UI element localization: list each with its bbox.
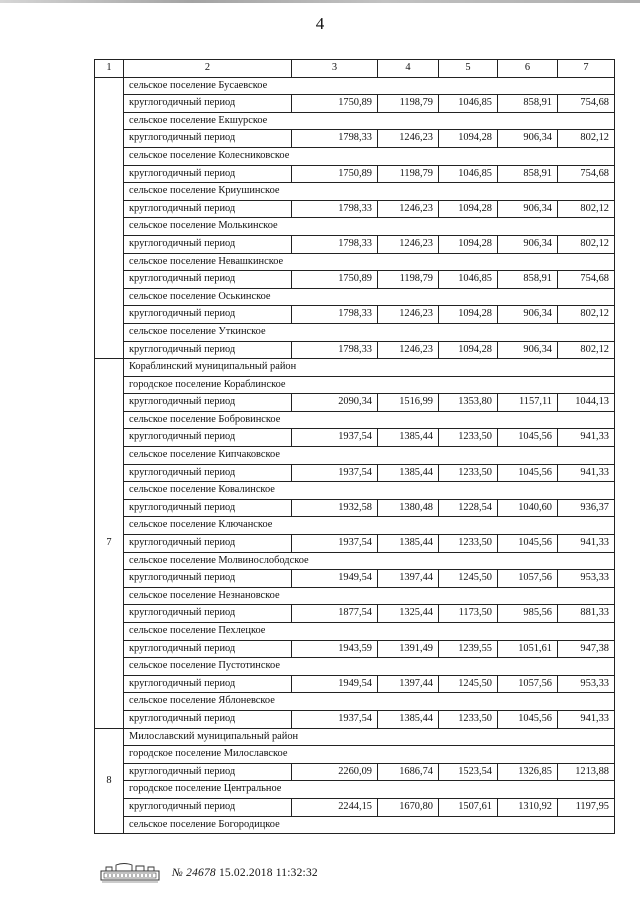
- tariff-value: 1094,28: [439, 130, 498, 148]
- group-number: 8: [95, 728, 124, 834]
- period-label: круглогодичный период: [124, 605, 292, 623]
- tariff-value: 2090,34: [292, 394, 378, 412]
- tariff-value: 1326,85: [498, 763, 558, 781]
- district-name: Кораблинский муниципальный район: [124, 359, 615, 377]
- settlement-name: сельское поселение Невашкинское: [124, 253, 615, 271]
- tariff-value: 1246,23: [378, 341, 439, 359]
- tariff-value: 1094,28: [439, 200, 498, 218]
- tariff-value: 1213,88: [558, 763, 615, 781]
- period-row: [95, 130, 615, 148]
- settlement-name: сельское поселение Пустотинское: [124, 658, 615, 676]
- column-number: 1: [95, 60, 124, 78]
- tariff-value: 858,91: [498, 95, 558, 113]
- tariff-value: 1937,54: [292, 429, 378, 447]
- tariff-value: 1246,23: [378, 306, 439, 324]
- tariff-value: 947,38: [558, 640, 615, 658]
- settlement-row: [95, 147, 615, 165]
- tariff-value: 1325,44: [378, 605, 439, 623]
- tariff-value: 1045,56: [498, 710, 558, 728]
- period-row: [95, 165, 615, 183]
- settlement-row: [95, 517, 615, 535]
- tariff-value: 1937,54: [292, 535, 378, 553]
- period-row: [95, 200, 615, 218]
- settlement-row: [95, 112, 615, 130]
- tariff-value: 1523,54: [439, 763, 498, 781]
- column-number: 2: [124, 60, 292, 78]
- tariff-value: 1686,74: [378, 763, 439, 781]
- tariff-value: 1233,50: [439, 535, 498, 553]
- settlement-row: [95, 447, 615, 465]
- tariff-value: 1391,49: [378, 640, 439, 658]
- settlement-row: [95, 323, 615, 341]
- tariff-table: [94, 59, 615, 834]
- registration-number: № 24678: [172, 867, 216, 879]
- settlement-name: сельское поселение Богородицкое: [124, 816, 615, 834]
- tariff-value: 1798,33: [292, 130, 378, 148]
- settlement-name: сельское поселение Колесниковское: [124, 147, 615, 165]
- tariff-value: 1397,44: [378, 675, 439, 693]
- period-label: круглогодичный период: [124, 306, 292, 324]
- settlement-name: сельское поселение Молвинослободское: [124, 552, 615, 570]
- tariff-value: 802,12: [558, 130, 615, 148]
- tariff-value: 1798,33: [292, 306, 378, 324]
- column-number: 5: [439, 60, 498, 78]
- period-row: [95, 675, 615, 693]
- tariff-value: 906,34: [498, 341, 558, 359]
- column-number: 3: [292, 60, 378, 78]
- settlement-name: городское поселение Кораблинское: [124, 376, 615, 394]
- period-label: круглогодичный период: [124, 165, 292, 183]
- settlement-row: [95, 77, 615, 95]
- district-row: [95, 728, 615, 746]
- settlement-row: [95, 746, 615, 764]
- tariff-value: 1937,54: [292, 710, 378, 728]
- settlement-name: сельское поселение Криушинское: [124, 183, 615, 201]
- settlement-row: [95, 552, 615, 570]
- tariff-value: 1094,28: [439, 306, 498, 324]
- scan-edge: [0, 0, 640, 3]
- settlement-name: сельское поселение Яблоневское: [124, 693, 615, 711]
- tariff-value: 985,56: [498, 605, 558, 623]
- tariff-value: 1239,55: [439, 640, 498, 658]
- settlement-name: сельское поселение Молькинское: [124, 218, 615, 236]
- settlement-row: [95, 693, 615, 711]
- tariff-value: 1245,50: [439, 675, 498, 693]
- group-number: [95, 77, 124, 359]
- tariff-value: 802,12: [558, 235, 615, 253]
- settlement-row: [95, 587, 615, 605]
- tariff-value: 1094,28: [439, 235, 498, 253]
- tariff-value: 1094,28: [439, 341, 498, 359]
- period-row: [95, 570, 615, 588]
- tariff-value: 1932,58: [292, 499, 378, 517]
- tariff-value: 802,12: [558, 306, 615, 324]
- tariff-value: 1173,50: [439, 605, 498, 623]
- tariff-value: 1040,60: [498, 499, 558, 517]
- tariff-value: 1949,54: [292, 570, 378, 588]
- tariff-value: 941,33: [558, 429, 615, 447]
- period-label: круглогодичный период: [124, 499, 292, 517]
- period-row: [95, 710, 615, 728]
- period-label: круглогодичный период: [124, 570, 292, 588]
- tariff-value: 1246,23: [378, 235, 439, 253]
- tariff-value: 1228,54: [439, 499, 498, 517]
- tariff-value: 1157,11: [498, 394, 558, 412]
- tariff-value: 1385,44: [378, 710, 439, 728]
- period-label: круглогодичный период: [124, 235, 292, 253]
- settlement-row: [95, 658, 615, 676]
- settlement-row: [95, 411, 615, 429]
- tariff-value: 1798,33: [292, 341, 378, 359]
- period-row: [95, 429, 615, 447]
- tariff-value: 1516,99: [378, 394, 439, 412]
- tariff-value: 941,33: [558, 535, 615, 553]
- settlement-name: сельское поселение Бусаевское: [124, 77, 615, 95]
- period-row: [95, 640, 615, 658]
- tariff-value: 881,33: [558, 605, 615, 623]
- settlement-row: [95, 816, 615, 834]
- tariff-value: 1385,44: [378, 535, 439, 553]
- tariff-value: 754,68: [558, 271, 615, 289]
- period-label: круглогодичный период: [124, 130, 292, 148]
- tariff-value: 1046,85: [439, 95, 498, 113]
- tariff-value: 1670,80: [378, 798, 439, 816]
- tariff-value: 1197,95: [558, 798, 615, 816]
- tariff-value: 906,34: [498, 306, 558, 324]
- period-label: круглогодичный период: [124, 200, 292, 218]
- footer-stamp: [100, 862, 318, 884]
- period-row: [95, 763, 615, 781]
- column-number: 4: [378, 60, 439, 78]
- tariff-value: 906,34: [498, 130, 558, 148]
- period-label: круглогодичный период: [124, 763, 292, 781]
- settlement-row: [95, 253, 615, 271]
- settlement-row: [95, 376, 615, 394]
- period-row: [95, 464, 615, 482]
- tariff-value: 1385,44: [378, 429, 439, 447]
- tariff-value: 1397,44: [378, 570, 439, 588]
- district-row: [95, 359, 615, 377]
- period-row: [95, 306, 615, 324]
- tariff-value: 941,33: [558, 710, 615, 728]
- settlement-name: сельское поселение Екшурское: [124, 112, 615, 130]
- tariff-value: 1380,48: [378, 499, 439, 517]
- tariff-value: 858,91: [498, 271, 558, 289]
- period-row: [95, 95, 615, 113]
- settlement-name: городское поселение Центральное: [124, 781, 615, 799]
- tariff-value: 941,33: [558, 464, 615, 482]
- period-row: [95, 535, 615, 553]
- tariff-value: 1750,89: [292, 95, 378, 113]
- tariff-value: 1310,92: [498, 798, 558, 816]
- tariff-value: 1943,59: [292, 640, 378, 658]
- tariff-value: 1198,79: [378, 165, 439, 183]
- tariff-value: 1057,56: [498, 675, 558, 693]
- tariff-value: 953,33: [558, 570, 615, 588]
- settlement-row: [95, 183, 615, 201]
- tariff-value: 754,68: [558, 165, 615, 183]
- period-label: круглогодичный период: [124, 95, 292, 113]
- tariff-value: 802,12: [558, 341, 615, 359]
- tariff-value: 1233,50: [439, 464, 498, 482]
- tariff-value: 1046,85: [439, 271, 498, 289]
- tariff-value: 1045,56: [498, 535, 558, 553]
- page-number: 4: [315, 14, 325, 33]
- tariff-value: 1057,56: [498, 570, 558, 588]
- tariff-value: 1051,61: [498, 640, 558, 658]
- tariff-value: 2260,09: [292, 763, 378, 781]
- period-row: [95, 341, 615, 359]
- period-label: круглогодичный период: [124, 429, 292, 447]
- period-label: круглогодичный период: [124, 464, 292, 482]
- tariff-value: 1507,61: [439, 798, 498, 816]
- tariff-value: 906,34: [498, 235, 558, 253]
- tariff-value: 802,12: [558, 200, 615, 218]
- period-row: [95, 798, 615, 816]
- tariff-value: 1353,80: [439, 394, 498, 412]
- period-label: круглогодичный период: [124, 710, 292, 728]
- tariff-value: 1045,56: [498, 429, 558, 447]
- settlement-name: сельское поселение Незнановское: [124, 587, 615, 605]
- tariff-value: 1750,89: [292, 165, 378, 183]
- settlement-row: [95, 288, 615, 306]
- archive-building-seal-icon: [100, 863, 160, 883]
- period-row: [95, 271, 615, 289]
- tariff-value: 1045,56: [498, 464, 558, 482]
- settlement-name: сельское поселение Кипчаковское: [124, 447, 615, 465]
- settlement-name: сельское поселение Пехлецкое: [124, 623, 615, 641]
- settlement-row: [95, 623, 615, 641]
- registration-datetime: 15.02.2018 11:32:32: [218, 867, 318, 879]
- tariff-value: 858,91: [498, 165, 558, 183]
- settlement-row: [95, 781, 615, 799]
- tariff-value: 1385,44: [378, 464, 439, 482]
- tariff-value: 1798,33: [292, 200, 378, 218]
- tariff-value: 1233,50: [439, 429, 498, 447]
- group-number: 7: [95, 359, 124, 728]
- tariff-value: 1798,33: [292, 235, 378, 253]
- settlement-row: [95, 482, 615, 500]
- column-number: 6: [498, 60, 558, 78]
- tariff-value: 1246,23: [378, 200, 439, 218]
- period-row: [95, 605, 615, 623]
- tariff-value: 1046,85: [439, 165, 498, 183]
- period-label: круглогодичный период: [124, 535, 292, 553]
- tariff-value: 1949,54: [292, 675, 378, 693]
- tariff-value: 1198,79: [378, 271, 439, 289]
- settlement-name: сельское поселение Ковалинское: [124, 482, 615, 500]
- column-number: 7: [558, 60, 615, 78]
- period-row: [95, 235, 615, 253]
- tariff-value: 1937,54: [292, 464, 378, 482]
- tariff-value: 906,34: [498, 200, 558, 218]
- registration-stamp-text: [172, 867, 318, 879]
- tariff-value: 754,68: [558, 95, 615, 113]
- tariff-value: 1245,50: [439, 570, 498, 588]
- period-row: [95, 394, 615, 412]
- district-name: Милославский муниципальный район: [124, 728, 615, 746]
- header-row: [95, 60, 615, 78]
- settlement-name: сельское поселение Бобровинское: [124, 411, 615, 429]
- settlement-name: сельское поселение Уткинское: [124, 323, 615, 341]
- tariff-value: 1246,23: [378, 130, 439, 148]
- period-label: круглогодичный период: [124, 394, 292, 412]
- settlement-name: сельское поселение Ключанское: [124, 517, 615, 535]
- period-label: круглогодичный период: [124, 271, 292, 289]
- period-label: круглогодичный период: [124, 341, 292, 359]
- tariff-value: 1044,13: [558, 394, 615, 412]
- tariff-value: 2244,15: [292, 798, 378, 816]
- tariff-value: 1750,89: [292, 271, 378, 289]
- period-label: круглогодичный период: [124, 640, 292, 658]
- tariff-value: 1198,79: [378, 95, 439, 113]
- tariff-value: 1877,54: [292, 605, 378, 623]
- settlement-name: сельское поселение Оськинское: [124, 288, 615, 306]
- settlement-name: городское поселение Милославское: [124, 746, 615, 764]
- tariff-value: 936,37: [558, 499, 615, 517]
- tariff-value: 1233,50: [439, 710, 498, 728]
- period-row: [95, 499, 615, 517]
- tariff-value: 953,33: [558, 675, 615, 693]
- period-label: круглогодичный период: [124, 798, 292, 816]
- settlement-row: [95, 218, 615, 236]
- period-label: круглогодичный период: [124, 675, 292, 693]
